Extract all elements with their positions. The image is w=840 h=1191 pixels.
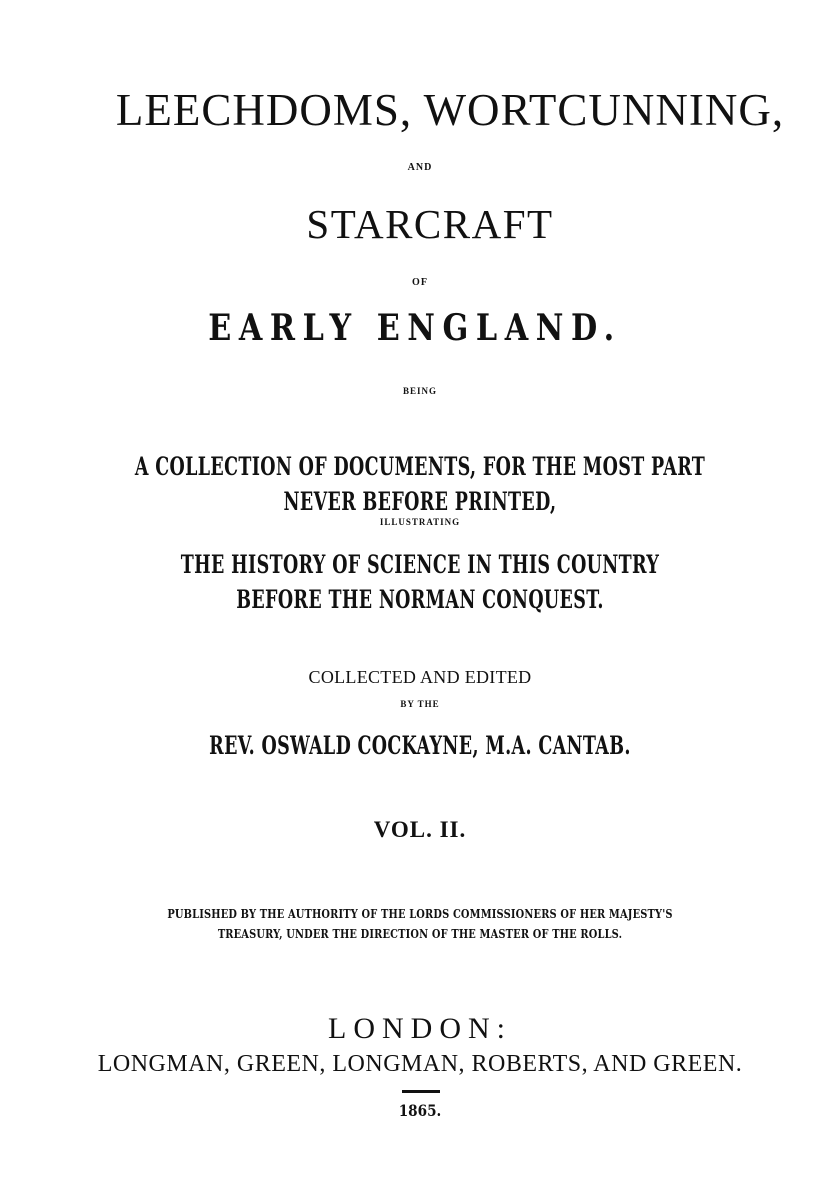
starcraft-title: STARCRAFT: [306, 201, 554, 247]
main-title: LEECHDOMS, WORTCUNNING,: [115, 85, 785, 135]
illustrating-connector: ILLUSTRATING: [379, 517, 461, 527]
by-the-connector: BY THE: [400, 699, 440, 709]
being-connector: BEING: [402, 386, 437, 396]
subtitle-line-4: BEFORE THE NORMAN CONQUEST.: [236, 585, 604, 614]
publication-year: 1865.: [398, 1101, 442, 1120]
subtitle-line-3: THE HISTORY OF SCIENCE IN THIS COUNTRY: [180, 550, 660, 579]
subtitle-line-2: NEVER BEFORE PRINTED,: [283, 487, 557, 516]
subtitle-line-1: A COLLECTION OF DOCUMENTS, FOR THE MOST PART: [134, 452, 706, 481]
publication-line-1: PUBLISHED BY THE AUTHORITY OF THE LORDS COMMISSIONERS OF HER MAJESTY'S: [167, 907, 673, 921]
early-england-title: EARLY ENGLAND.: [208, 307, 622, 349]
volume-number: VOL. II.: [373, 817, 467, 842]
place-of-publication: LONDON:: [328, 1012, 512, 1045]
collected-edited: COLLECTED AND EDITED: [308, 667, 532, 687]
publisher-name: LONGMAN, GREEN, LONGMAN, ROBERTS, AND GREEN.: [97, 1051, 743, 1077]
editor-name: REV. OSWALD COCKAYNE, M.A. CANTAB.: [209, 731, 631, 760]
and-connector: AND: [407, 162, 433, 173]
of-connector: OF: [412, 277, 428, 288]
publication-line-2: TREASURY, UNDER THE DIRECTION OF THE MASTER OF THE ROLLS.: [217, 927, 623, 941]
year-rule: [402, 1090, 440, 1093]
